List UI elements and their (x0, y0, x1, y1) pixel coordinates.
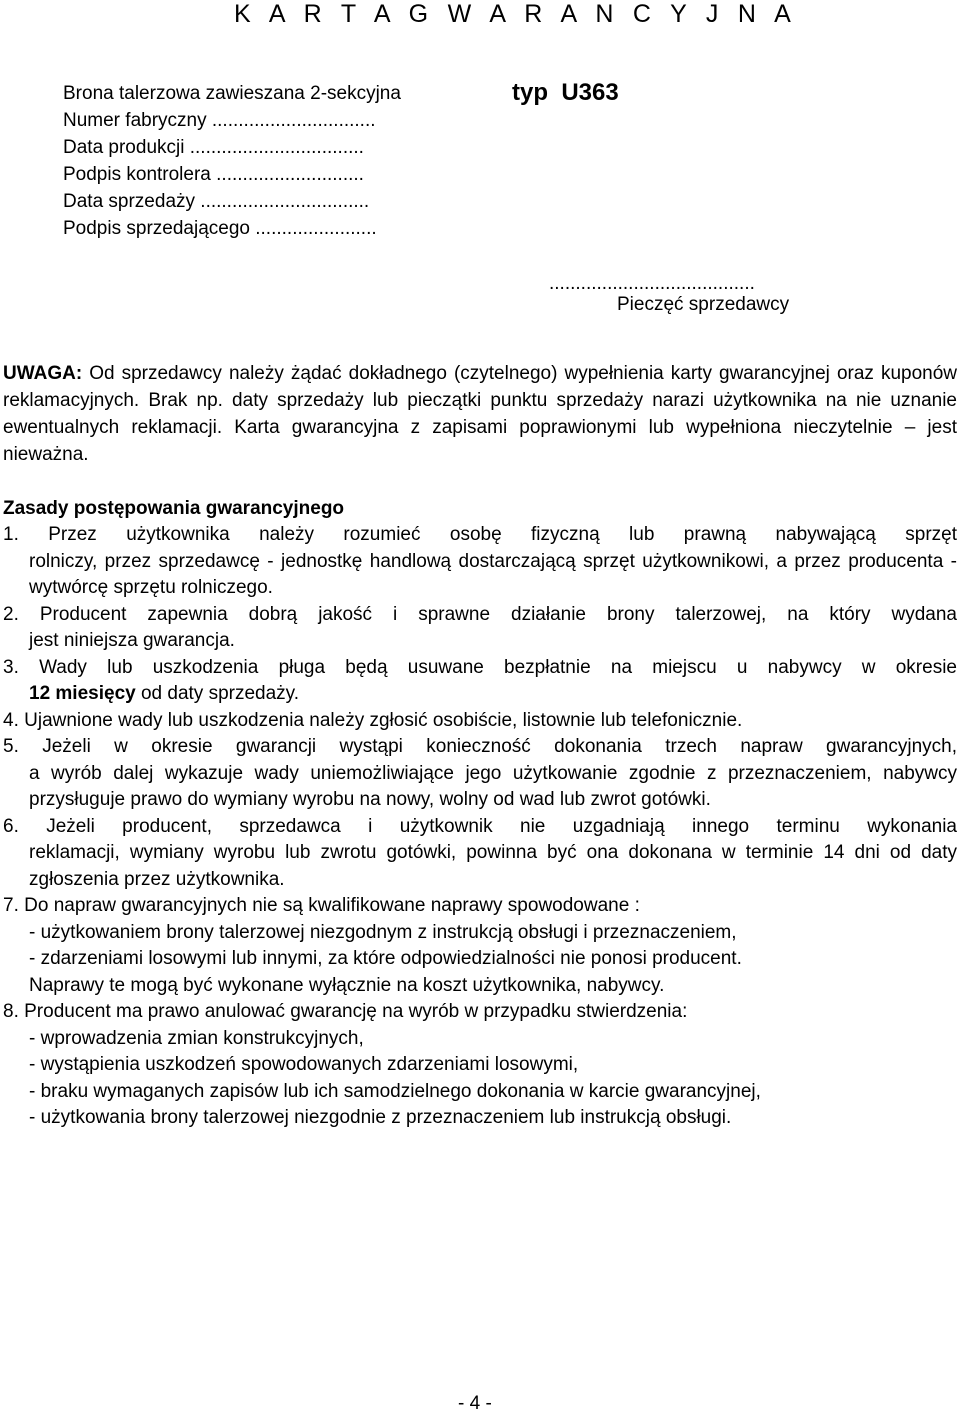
rule-6-line: 6. Jeżeli producent, sprzedawca i użytkownik nie uzgadniają innego terminu wykonania (3, 815, 957, 837)
document-title: K A R T A G W A R A N C Y J N A (234, 0, 798, 28)
inspector-signature-field: Podpis kontrolera ............................ (63, 164, 364, 185)
rule-2-line: 2. Producent zapewnia dobrą jakość i sprawne działanie brony talerzowej, na który wydana (3, 603, 957, 625)
rule-5 (3, 734, 957, 814)
rule-4-line: 4. Ujawnione wady lub uszkodzenia należy zgłosić osobiście, listownie lub telefonicznie. (3, 709, 743, 731)
product-name: Brona talerzowa zawieszana 2-sekcyjna (63, 83, 401, 104)
seller-signature-field: Podpis sprzedającego ....................... (63, 218, 377, 239)
page-number: - 4 - (458, 1393, 492, 1414)
rule-2 (3, 602, 957, 655)
product-type: typ U363 (512, 79, 619, 106)
rule-5-line: 5. Jeżeli w okresie gwarancji wystąpi konieczność dokonania trzech napraw gwarancyjnych, (3, 736, 957, 757)
serial-number-field: Numer fabryczny ............................... (63, 110, 376, 131)
warranty-notice (3, 360, 957, 468)
seller-stamp-line: ....................................... (549, 273, 755, 294)
rule-6-cont: reklamacji, wymiany wyrobu lub zwrotu gotówki, powinna być ona dokonana w terminie 14 dni od daty zgłoszenia przez użytkownika. (29, 842, 957, 890)
rule-3-line: 3. Wady lub uszkodzenia pługa będą usuwane bezpłatnie na miejscu u nabywcy w okresie (3, 656, 957, 678)
rule-8 (3, 999, 957, 1132)
warranty-rules (3, 522, 957, 1132)
rule-1-line: 1. Przez użytkownika należy rozumieć osobę fizyczną lub prawną nabywającą sprzęt (3, 524, 957, 545)
rule-8-list (3, 1026, 957, 1132)
list-item: Naprawy te mogą być wykonane wyłącznie na koszt użytkownika, nabywcy. (29, 974, 665, 996)
rule-1-cont: rolniczy, przez sprzedawcę - jednostkę handlową dostarczającą sprzęt użytkownikowi, a przez producenta - wytwórcę sprzętu rolniczego. (29, 550, 957, 598)
list-item: - zdarzeniami losowymi lub innymi, za które odpowiedzialności nie ponosi producent. (29, 948, 742, 969)
notice-text: Od sprzedawcy należy żądać dokładnego (czytelnego) wypełnienia karty gwarancyjnej oraz kuponów reklamacyjnych. Brak np. daty sprzedaży lub pieczątki punktu sprzedaży narazi użytkownika na nie uznanie ewentualnych reklamacji. Karta gwarancyjna z zapisami poprawionymi lub wypełniona nieczytelnie – jest nieważna. (3, 363, 957, 465)
rule-5-cont: a wyrób dalej wykazuje wady uniemożliwiające jego użytkowanie zgodnie z przeznaczeniem, nabywcy przysługuje prawo do wymiany wyrobu na nowy, wolny od wad lub zwrot gotówki. (29, 762, 957, 810)
rule-3-cont (3, 681, 957, 708)
rule-4 (3, 708, 957, 735)
product-info (63, 80, 401, 242)
rule-1 (3, 522, 957, 602)
rule-7-line: 7. Do napraw gwarancyjnych nie są kwalifikowane naprawy spowodowane : (3, 895, 640, 916)
list-item: - braku wymaganych zapisów lub ich samodzielnego dokonania w karcie gwarancyjnej, (29, 1080, 761, 1102)
production-date-field: Data produkcji ................................. (63, 137, 364, 158)
sale-date-field: Data sprzedaży ................................ (63, 191, 370, 212)
notice-prefix: UWAGA: (3, 363, 83, 384)
seller-stamp-label: Pieczęć sprzedawcy (617, 294, 790, 315)
rule-7 (3, 893, 957, 999)
rule-7-list (3, 920, 957, 1000)
list-item: - użytkowaniem brony talerzowej niezgodnym z instrukcją obsługi i przeznaczeniem, (29, 921, 737, 943)
list-item: - wystąpienia uszkodzeń spowodowanych zdarzeniami losowymi, (29, 1054, 579, 1075)
rule-2-cont: jest niniejsza gwarancja. (29, 630, 235, 651)
list-item: - użytkowania brony talerzowej niezgodnie z przeznaczeniem lub instrukcją obsługi. (29, 1107, 732, 1128)
rules-heading: Zasady postępowania gwarancyjnego (3, 498, 345, 519)
rule-3-tail: od daty sprzedaży. (135, 683, 300, 704)
rule-3 (3, 655, 957, 708)
warranty-period: 12 miesięcy (29, 683, 136, 704)
list-item: - wprowadzenia zmian konstrukcyjnych, (29, 1027, 364, 1049)
rule-6 (3, 814, 957, 894)
rule-8-line: 8. Producent ma prawo anulować gwarancję na wyrób w przypadku stwierdzenia: (3, 1001, 688, 1022)
